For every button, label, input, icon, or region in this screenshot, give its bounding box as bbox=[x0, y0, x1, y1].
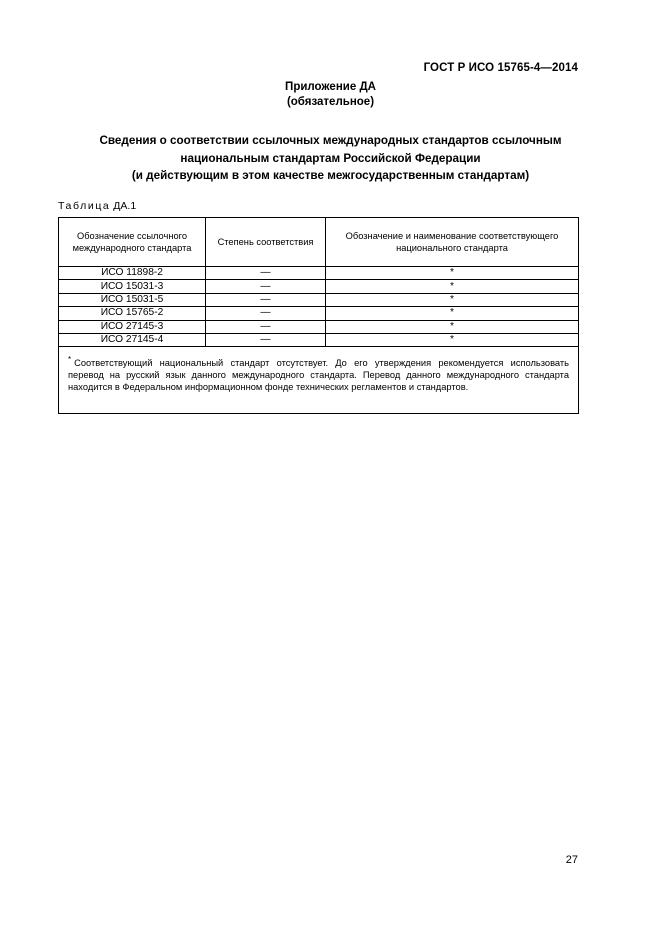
cell-reference-standard: ИСО 27145-3 bbox=[59, 320, 206, 333]
cell-conformity-degree: — bbox=[206, 320, 326, 333]
annex-subtitle: (обязательное) bbox=[286, 96, 375, 108]
cell-conformity-degree: — bbox=[206, 280, 326, 293]
cell-conformity-degree: — bbox=[206, 307, 326, 320]
page-title-line-2: национальным стандартам Российской Федерации bbox=[180, 151, 481, 165]
conformity-table bbox=[58, 217, 579, 414]
page-title-line-3: (и действующим в этом качестве межгосударственным стандартам) bbox=[131, 169, 530, 182]
cell-conformity-degree: — bbox=[206, 293, 326, 306]
column-header-conformity-degree: Степень соответствия bbox=[206, 218, 326, 267]
cell-reference-standard: ИСО 27145-4 bbox=[59, 333, 206, 346]
table-row bbox=[59, 267, 579, 280]
cell-national-standard: * bbox=[326, 280, 579, 293]
cell-national-standard: * bbox=[326, 267, 579, 280]
table-row bbox=[59, 333, 579, 346]
cell-reference-standard: ИСО 15765-2 bbox=[59, 307, 206, 320]
cell-reference-standard: ИСО 15031-5 bbox=[59, 293, 206, 306]
annex-heading-block bbox=[0, 80, 661, 110]
table-caption-number: ДА.1 bbox=[113, 200, 137, 212]
cell-conformity-degree: — bbox=[206, 267, 326, 280]
page-title-line-1: Сведения о соответствии ссылочных международных стандартов ссылочным bbox=[99, 134, 562, 147]
cell-national-standard: * bbox=[326, 307, 579, 320]
page-title bbox=[40, 132, 621, 185]
table-row bbox=[59, 307, 579, 320]
footnote-marker: * bbox=[68, 355, 72, 365]
table-header-row bbox=[59, 218, 579, 267]
cell-national-standard: * bbox=[326, 333, 579, 346]
table-row bbox=[59, 320, 579, 333]
cell-national-standard: * bbox=[326, 320, 579, 333]
footnote-text: Соответствующий национальный стандарт отсутствует. До его утверждения рекомендуется использовать перевод на русский язык данного международного стандарта. Перевод данного международного стандарта находится в Федеральном информационном фонде технических регламентов и стандартов. bbox=[68, 358, 569, 393]
table-footnote-row bbox=[59, 347, 579, 414]
annex-title: Приложение ДА bbox=[285, 81, 376, 93]
table-body bbox=[59, 267, 579, 414]
table-row bbox=[59, 293, 579, 306]
running-header: ГОСТ Р ИСО 15765-4—2014 bbox=[423, 62, 578, 74]
cell-reference-standard: ИСО 15031-3 bbox=[59, 280, 206, 293]
table-caption bbox=[58, 200, 136, 212]
cell-reference-standard: ИСО 11898-2 bbox=[59, 267, 206, 280]
column-header-national-standard: Обозначение и наименование соответствующего национального стандарта bbox=[326, 218, 579, 267]
cell-conformity-degree: — bbox=[206, 333, 326, 346]
column-header-reference-standard: Обозначение ссылочного международного стандарта bbox=[59, 218, 206, 267]
cell-national-standard: * bbox=[326, 293, 579, 306]
table-row bbox=[59, 280, 579, 293]
table-footnote bbox=[59, 347, 579, 414]
table-caption-label: Таблица bbox=[58, 200, 111, 212]
page-number: 27 bbox=[565, 854, 578, 866]
